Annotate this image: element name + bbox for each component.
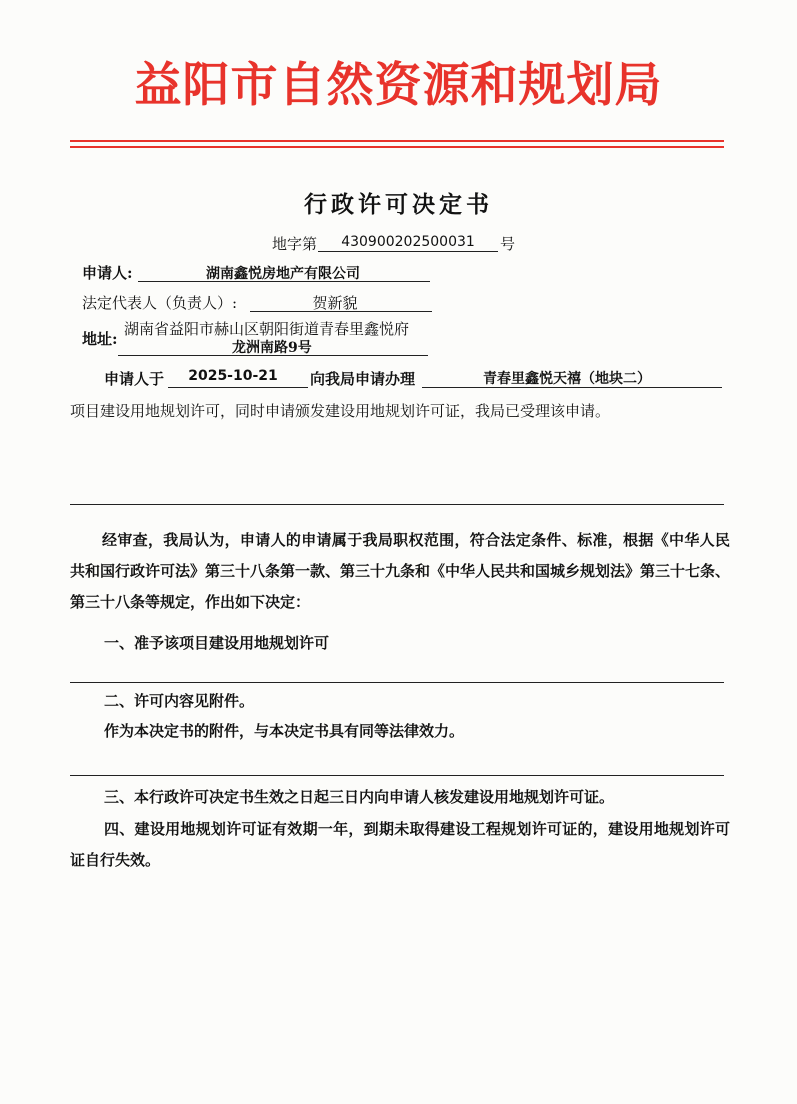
application-text-2: 向我局申请办理 [310, 370, 416, 388]
section-rule-3 [70, 775, 724, 776]
decision-item-2-note: 作为本决定书的附件，与本决定书具有同等法律效力。 [104, 722, 465, 740]
address-line2: 龙洲南路9号 [232, 340, 312, 356]
legal-rep-name: 贺新貌 [312, 294, 358, 312]
application-text-1: 申请人于 [104, 370, 165, 388]
decision-item-1: 一、准予该项目建设用地规划许可 [104, 634, 330, 652]
address-label: 地址: [82, 330, 118, 348]
ref-underline [318, 251, 498, 252]
section-rule-2 [70, 682, 724, 683]
date-underline [168, 387, 308, 388]
decision-item-3: 三、本行政许可决定书生效之日起三日内向申请人核发建设用地规划许可证。 [104, 788, 615, 806]
ref-suffix: 号 [500, 235, 516, 253]
ref-number: 430900202500031 [341, 234, 475, 250]
ref-prefix: 地字第 [272, 235, 318, 253]
application-date: 2025-10-21 [188, 368, 278, 384]
applicant-name: 湖南鑫悦房地产有限公司 [206, 266, 360, 282]
header-red-rule [70, 140, 724, 142]
applicant-label: 申请人: [82, 264, 133, 282]
address-line1: 湖南省益阳市赫山区朝阳街道青春里鑫悦府 [124, 320, 410, 338]
decision-item-4: 四、建设用地规划许可证有效期一年，到期未取得建设工程规划许可证的，建设用地规划许可证自行失效。 [70, 820, 730, 869]
header-red-rule-thin [70, 146, 724, 148]
decision-item-2: 二、许可内容见附件。 [104, 692, 255, 710]
application-text-3: 项目建设用地规划许可，同时申请颁发建设用地规划许可证，我局已受理该申请。 [70, 402, 611, 420]
legal-rep-label: 法定代表人（负责人）: [82, 294, 238, 312]
document-title: 行政许可决定书 [304, 191, 493, 218]
review-paragraph: 经审查，我局认为，申请人的申请属于我局职权范围，符合法定条件、标准，根据《中华人民共和国行政许可法》第三十八条第一款、第三十九条和《中华人民共和国城乡规划法》第三十七条、第三十八条等规定，作出如下决定： [70, 531, 731, 611]
agency-header: 益阳市自然资源和规划局 [134, 58, 663, 113]
section-rule-1 [70, 504, 724, 505]
project-name: 青春里鑫悦天禧（地块二） [483, 371, 651, 387]
address-underline [118, 355, 428, 356]
